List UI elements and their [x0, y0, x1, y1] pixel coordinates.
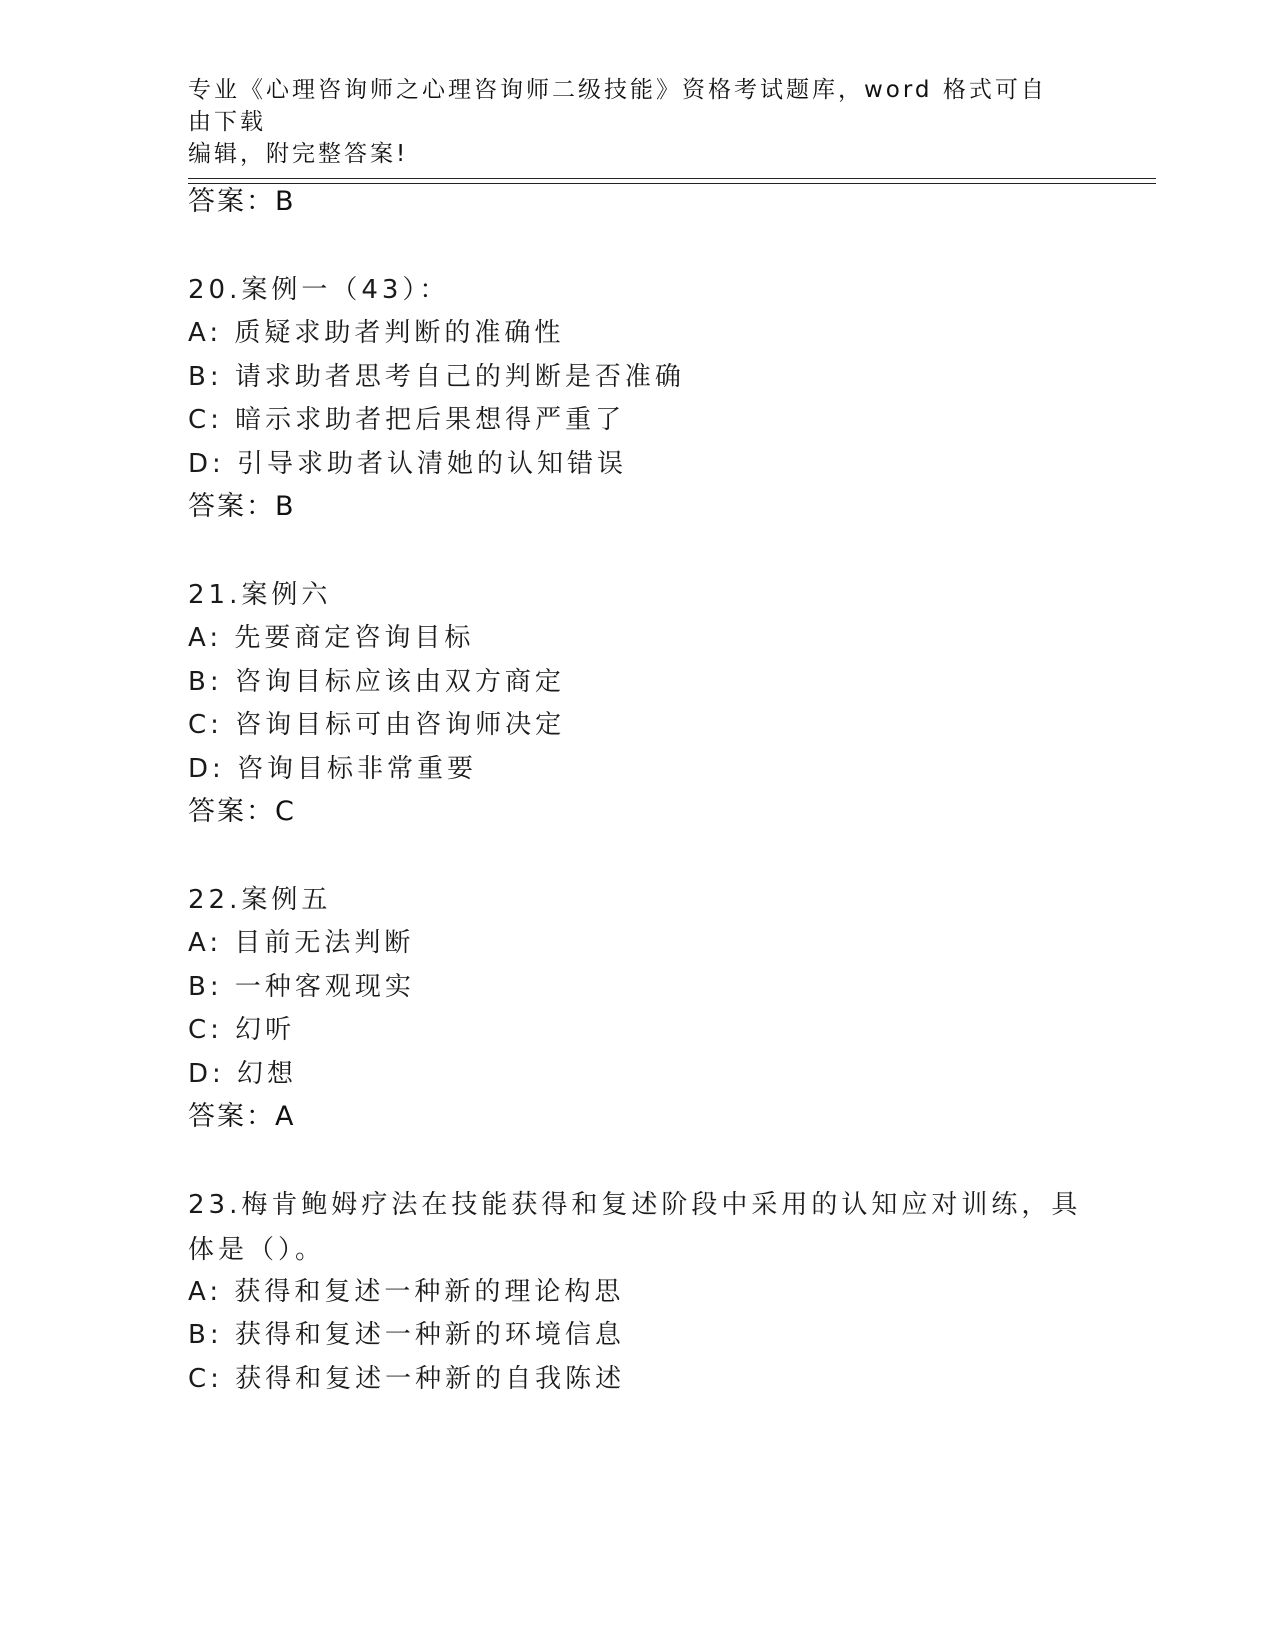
question-22-title: 22.案例五 — [188, 885, 332, 915]
question-23-title: 23.梅肯鲍姆疗法在技能获得和复述阶段中采用的认知应对训练，具体是（）。 — [188, 1190, 1082, 1265]
question-22-option-a: A: 目前无法判断 — [188, 928, 415, 958]
header-divider-bottom — [188, 183, 1156, 184]
question-23-option-a: A: 获得和复述一种新的理论构思 — [188, 1277, 625, 1307]
question-23-option-b: B: 获得和复述一种新的环境信息 — [188, 1320, 625, 1350]
question-21-option-b: B: 咨询目标应该由双方商定 — [188, 667, 565, 697]
question-22-answer: 答案：A — [188, 1101, 296, 1132]
question-20-answer: 答案：B — [188, 491, 296, 522]
header-line-1: 专业《心理咨询师之心理咨询师二级技能》资格考试题库，word 格式可自由下载 — [188, 77, 1047, 135]
question-22-option-d: D: 幻想 — [188, 1059, 298, 1089]
question-22-option-b: B: 一种客观现实 — [188, 972, 415, 1002]
question-20-option-b: B: 请求助者思考自己的判断是否准确 — [188, 362, 685, 392]
header-divider-top — [188, 178, 1156, 179]
question-21-title: 21.案例六 — [188, 580, 332, 610]
question-23-option-c: C: 获得和复述一种新的自我陈述 — [188, 1364, 626, 1394]
header-line-2: 编辑，附完整答案! — [188, 141, 409, 167]
question-20-option-a: A: 质疑求助者判断的准确性 — [188, 318, 565, 348]
question-22-option-c: C: 幻听 — [188, 1015, 296, 1045]
question-21-option-c: C: 咨询目标可由咨询师决定 — [188, 710, 566, 740]
question-21-answer: 答案：C — [188, 796, 296, 827]
previous-answer: 答案：B — [188, 186, 296, 217]
question-21-option-a: A: 先要商定咨询目标 — [188, 623, 475, 653]
question-21-option-d: D: 咨询目标非常重要 — [188, 754, 478, 784]
document-header — [188, 74, 1068, 170]
question-20-option-c: C: 暗示求助者把后果想得严重了 — [188, 405, 626, 435]
question-20-title: 20.案例一（43）： — [188, 275, 450, 305]
question-20-option-d: D: 引导求助者认清她的认知错误 — [188, 449, 628, 479]
